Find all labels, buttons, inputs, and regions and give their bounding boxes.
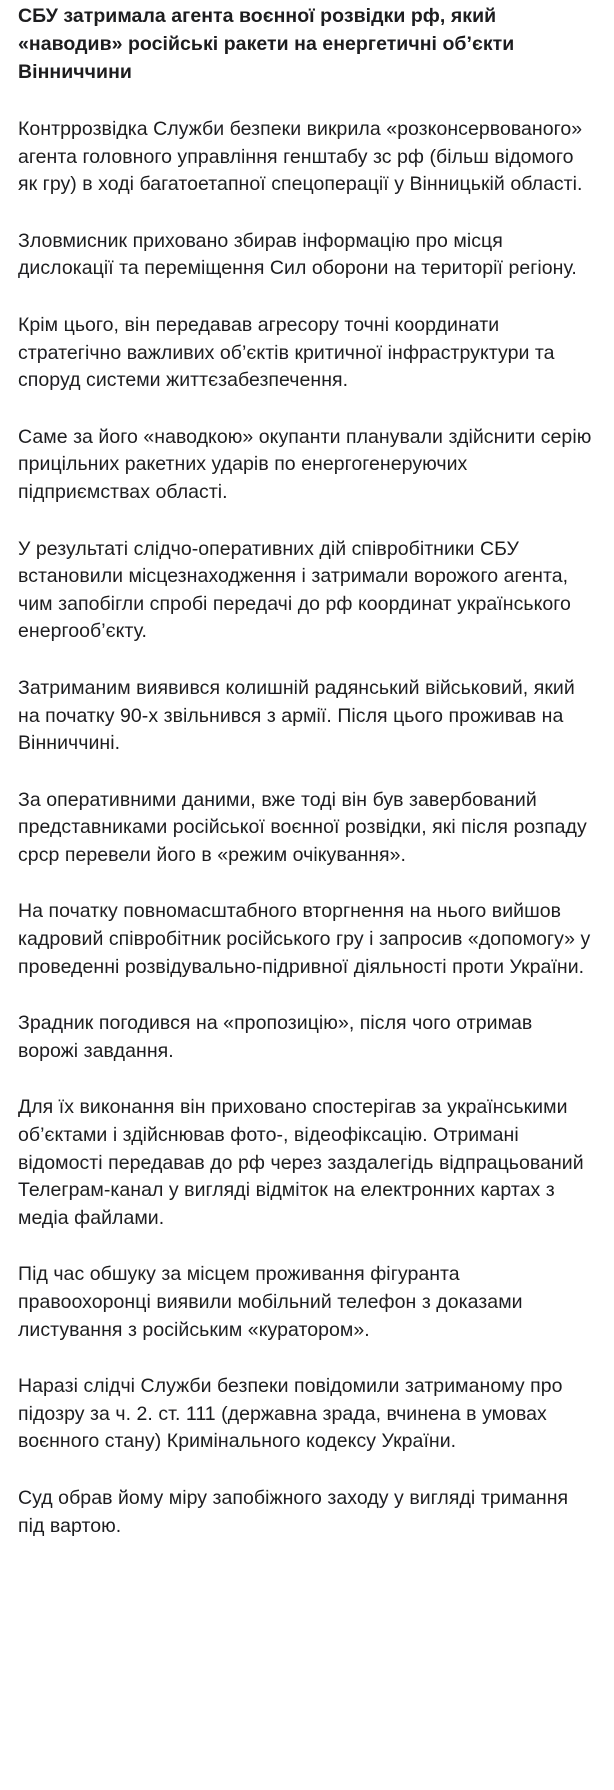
- article-paragraph: За оперативними даними, вже тоді він був завербований представниками російської воєнної розвідки, які після розпаду срср перевели його в «режим очікування».: [18, 788, 587, 866]
- article-paragraph: На початку повномасштабного вторгнення на нього вийшов кадровий співробітник російського гру і запросив «допомогу» у проведенні розвідувально-підривної діяльності проти України.: [18, 900, 591, 978]
- article-paragraph: Наразі слідчі Служби безпеки повідомили затриманому про підозру за ч. 2. ст. 111 (державна зрада, вчинена в умовах воєнного стану) Кримінального кодексу України.: [18, 1375, 563, 1453]
- article-paragraph: Саме за його «наводкою» окупанти планували здійснити серію прицільних ракетних ударів по енергогенеруючих підприємствах області.: [18, 425, 592, 503]
- article-paragraph: Під час обшуку за місцем проживання фігуранта правоохоронці виявили мобільний телефон з доказами листування з російським «куратором».: [18, 1263, 523, 1341]
- article-paragraph: Зловмисник приховано збирав інформацію про місця дислокації та переміщення Сил оборони на території регіону.: [18, 229, 577, 280]
- article-paragraph: У результаті слідчо-оперативних дій співробітники СБУ встановили місцезнаходження і затримали ворожого агента, чим запобігли спробі передачі до рф координат українського енергооб’єкту.: [18, 537, 571, 643]
- article-paragraph: Для їх виконання він приховано спостерігав за українськими об’єктами і здійснював фото-, відеофіксацію. Отримані відомості передавав до рф через заздалегідь відпрацьований Телеграм-канал у вигляді відміток на електронних картах з медіа файлами.: [18, 1096, 584, 1229]
- article-paragraph: Контррозвідка Служби безпеки викрила «розконсервованого» агента головного управління генштабу зс рф (більш відомого як гру) в ході багатоетапної спецоперації у Вінницькій області.: [18, 118, 583, 196]
- article-body: [18, 116, 596, 1540]
- article-paragraph: Крім цього, він передавав агресору точні координати стратегічно важливих об’єктів критичної інфраструктури та споруд системи життєзабезпечення.: [18, 313, 555, 392]
- article-paragraph: Зрадник погодився на «пропозицію», після чого отримав ворожі завдання.: [18, 1012, 533, 1062]
- article-title: СБУ затримала агента воєнної розвідки рф, який «наводив» російські ракети на енергетичні об’єкти Вінниччини: [18, 5, 515, 83]
- article-paragraph: Затриманим виявився колишній радянський військовий, який на початку 90-х звільнився з армії. Після цього проживав на Вінниччині.: [18, 676, 575, 755]
- article-paragraph: Суд обрав йому міру запобіжного заходу у вигляді тримання під вартою.: [18, 1486, 569, 1537]
